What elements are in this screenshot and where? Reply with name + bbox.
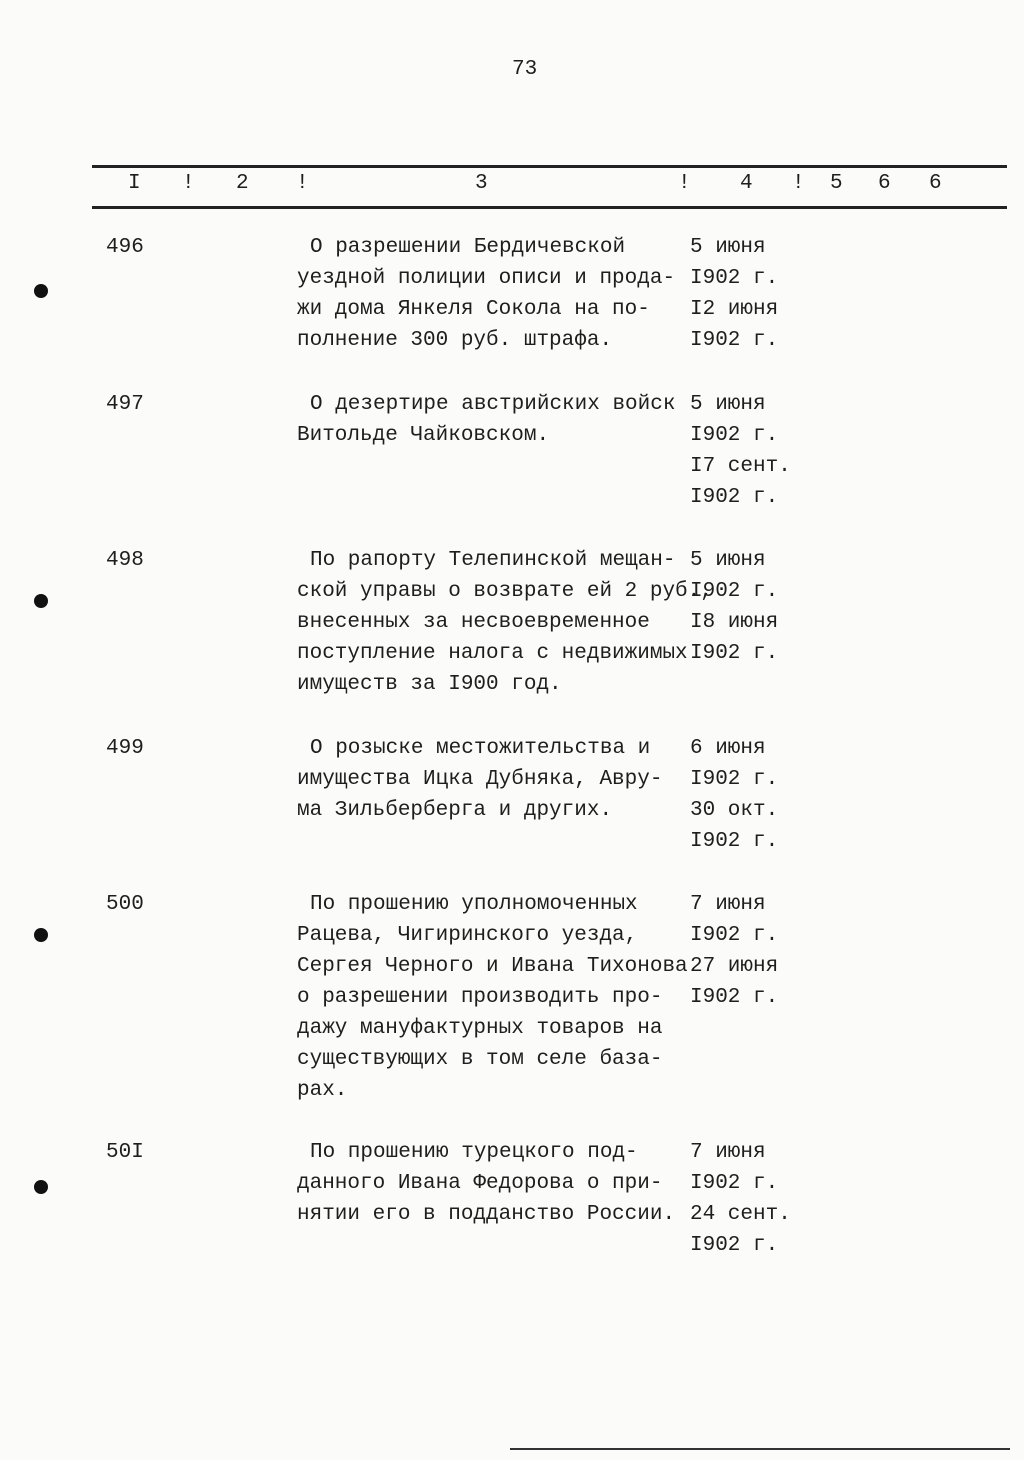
entry-description bbox=[297, 389, 675, 451]
description-line: существующих в том селе база- bbox=[297, 1048, 663, 1071]
date-line: 5 июня bbox=[690, 393, 766, 416]
bottom-rule bbox=[510, 1448, 1010, 1450]
description-line: полнение 300 руб. штрафа. bbox=[297, 329, 613, 352]
date-line: 5 июня bbox=[690, 549, 766, 572]
entry-number: 50I bbox=[106, 1141, 144, 1164]
description-line: данного Ивана Федорова о при- bbox=[297, 1172, 663, 1195]
date-line: I902 г. bbox=[690, 924, 779, 947]
date-line: 6 июня bbox=[690, 737, 766, 760]
date-line: I902 г. bbox=[690, 580, 779, 603]
punch-hole bbox=[34, 284, 48, 298]
date-line: I902 г. bbox=[690, 1172, 779, 1195]
punch-hole bbox=[34, 594, 48, 608]
entry-dates bbox=[690, 1137, 791, 1261]
description-line: имущества Ицка Дубняка, Авру- bbox=[297, 768, 663, 791]
header-bottom-rule bbox=[92, 206, 1007, 209]
column-header: 3 bbox=[475, 172, 488, 195]
column-header: 6 bbox=[929, 172, 942, 195]
description-line: имуществ за I900 год. bbox=[297, 673, 562, 696]
entry-dates bbox=[690, 889, 778, 1013]
description-line: По прошению турецкого под- bbox=[310, 1141, 638, 1164]
date-line: 30 окт. bbox=[690, 799, 779, 822]
column-header: I bbox=[128, 172, 141, 195]
description-line: Сергея Черного и Ивана Тихонова bbox=[297, 955, 688, 978]
description-line: внесенных за несвоевременное bbox=[297, 611, 650, 634]
entry-description bbox=[297, 545, 713, 700]
description-line: уездной полиции описи и прода- bbox=[297, 267, 676, 290]
punch-hole bbox=[34, 1180, 48, 1194]
column-separator: ! bbox=[792, 172, 805, 195]
date-line: I8 июня bbox=[690, 611, 779, 634]
column-separator: ! bbox=[182, 172, 195, 195]
date-line: 7 июня bbox=[690, 893, 766, 916]
date-line: I902 г. bbox=[690, 830, 779, 853]
date-line: I902 г. bbox=[690, 986, 779, 1009]
date-line: I902 г. bbox=[690, 1234, 779, 1257]
column-header: 2 bbox=[236, 172, 249, 195]
description-line: ма Зильберберга и других. bbox=[297, 799, 613, 822]
entry-description bbox=[297, 1137, 675, 1230]
description-line: О розыске местожительства и bbox=[310, 737, 651, 760]
description-line: жи дома Янкеля Сокола на по- bbox=[297, 298, 650, 321]
entry-description bbox=[297, 733, 662, 826]
date-line: I902 г. bbox=[690, 267, 779, 290]
entry-dates bbox=[690, 389, 791, 513]
date-line: 5 июня bbox=[690, 236, 766, 259]
entry-number: 498 bbox=[106, 549, 144, 572]
column-header: 6 bbox=[878, 172, 891, 195]
date-line: I902 г. bbox=[690, 768, 779, 791]
entry-dates bbox=[690, 545, 778, 669]
date-line: I902 г. bbox=[690, 486, 779, 509]
entry-number: 499 bbox=[106, 737, 144, 760]
date-line: I902 г. bbox=[690, 329, 779, 352]
date-line: I902 г. bbox=[690, 642, 779, 665]
date-line: 27 июня bbox=[690, 955, 779, 978]
description-line: По рапорту Телепинской мещан- bbox=[310, 549, 676, 572]
description-line: нятии его в подданство России. bbox=[297, 1203, 676, 1226]
header-top-rule bbox=[92, 165, 1007, 168]
description-line: Рацева, Чигиринского уезда, bbox=[297, 924, 638, 947]
description-line: О дезертире австрийских войск bbox=[310, 393, 676, 416]
description-line: О разрешении Бердичевской bbox=[310, 236, 626, 259]
date-line: I902 г. bbox=[690, 424, 779, 447]
column-separator: ! bbox=[678, 172, 691, 195]
date-line: I7 сент. bbox=[690, 455, 791, 478]
entry-number: 500 bbox=[106, 893, 144, 916]
description-line: дажу мануфактурных товаров на bbox=[297, 1017, 663, 1040]
description-line: Витольде Чайковском. bbox=[297, 424, 550, 447]
entry-number: 496 bbox=[106, 236, 144, 259]
entry-number: 497 bbox=[106, 393, 144, 416]
description-line: поступление налога с недвижимых bbox=[297, 642, 688, 665]
entry-dates bbox=[690, 733, 778, 857]
date-line: 24 сент. bbox=[690, 1203, 791, 1226]
column-header: 5 bbox=[830, 172, 843, 195]
description-line: о разрешении производить про- bbox=[297, 986, 663, 1009]
description-line: По прошению уполномоченных bbox=[310, 893, 638, 916]
entry-description bbox=[297, 889, 688, 1106]
punch-hole bbox=[34, 928, 48, 942]
date-line: I2 июня bbox=[690, 298, 779, 321]
description-line: ской управы о возврате ей 2 руб., bbox=[297, 580, 713, 603]
description-line: рах. bbox=[297, 1079, 348, 1102]
date-line: 7 июня bbox=[690, 1141, 766, 1164]
column-header: 4 bbox=[740, 172, 753, 195]
column-separator: ! bbox=[296, 172, 309, 195]
entry-dates bbox=[690, 232, 778, 356]
page-number: 73 bbox=[512, 58, 538, 81]
entry-description bbox=[297, 232, 675, 356]
